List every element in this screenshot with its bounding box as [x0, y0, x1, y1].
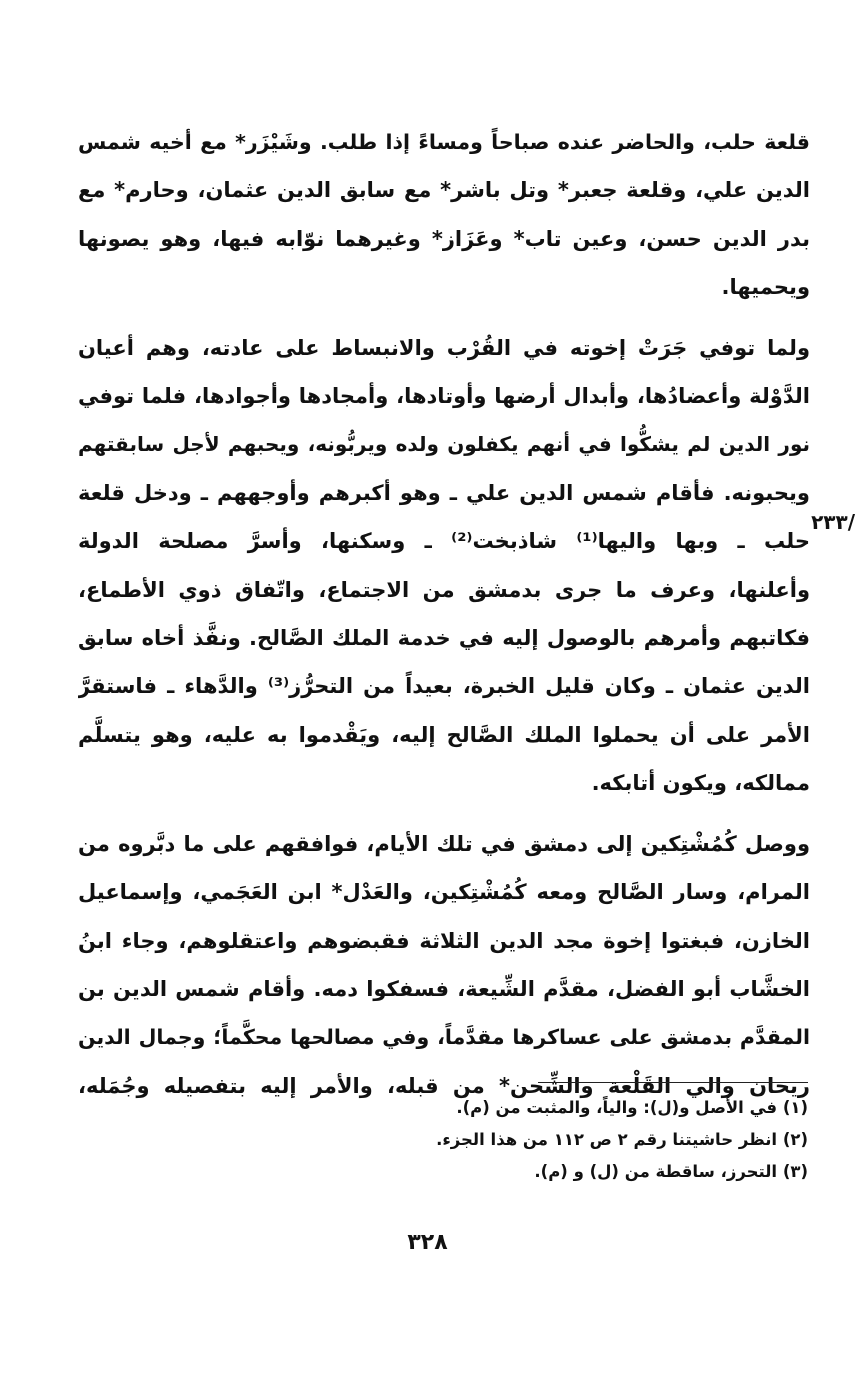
text-line: ريحان والي القَلْعة والشِّحن* من قبله، والأمر إليه بتفصيله وجُمَله،: [78, 1073, 810, 1098]
text-line: الأمر على أن يحملوا الملك الصَّالح إليه، ويَقْدموا به عليه، وهو يتسلَّم: [78, 722, 810, 747]
text-line: الخازن، فبغتوا إخوة مجد الدين الثلاثة فقبضوهم واعتقلوهم، وجاء ابنُ: [78, 928, 810, 953]
paragraph-3: [78, 820, 810, 1110]
text-line: بدر الدين حسن، وعين تاب* وعَزَاز* وغيرهما نوّابه فيها، وهو يصونها: [78, 226, 810, 251]
text-line: المرام، وسار الصَّالح ومعه كُمُشْتِكين، والعَدْل* ابن العَجَمي، وإسماعيل: [78, 880, 810, 905]
footnote-1: (١) في الأصل و(ل): والياً، والمثبت من (م).: [456, 1098, 808, 1117]
text-line: وأعلنها، وعرف ما جرى بدمشق من الاجتماع، واتّفاق ذوي الأطماع،: [78, 577, 810, 602]
text-line: ووصل كُمُشْتِكين إلى دمشق في تلك الأيام، فوافقهم على ما دبَّروه من: [78, 831, 810, 856]
text-line: المقدَّم بدمشق على عساكرها مقدَّماً، وفي مصالحها محكَّماً؛ وجمال الدين: [78, 1025, 810, 1050]
text-line: ويحبونه. فأقام شمس الدين علي ـ وهو أكبرهم وأوجههم ـ ودخل قلعة: [78, 480, 810, 505]
margin-page-reference: /٢٣٣: [811, 510, 855, 534]
footnotes: [300, 1092, 808, 1188]
footnote-divider: [538, 1082, 808, 1083]
text-line: ولما توفي جَرَتْ إخوته في القُرْب والانبساط على عادته، وهم أعيان: [78, 335, 810, 360]
footnote-2: (٢) انظر حاشيتنا رقم ٢ ص ١١٢ من هذا الجزء.: [436, 1130, 808, 1149]
text-line: قلعة حلب، والحاضر عنده صباحاً ومساءً إذا طلب. وشَيْزَر* مع أخيه شمس: [78, 130, 810, 154]
text-line: ممالكه، ويكون أتابكه.: [591, 771, 810, 796]
text-line: حلب ـ وبها واليها⁽¹⁾ شاذبخت⁽²⁾ ـ وسكنها، وأسرَّ مصلحة الدولة: [78, 529, 810, 554]
text-line: الدَّوْلة وأعضادُها، وأبدال أرضها وأوتادها، وأمجادها وأجوادها، فلما توفي: [78, 384, 810, 409]
text-line: فكاتبهم وأمرهم بالوصول إليه في خدمة الملك الصَّالح. ونفَّذ أخاه سابق: [78, 626, 810, 651]
text-line: الدين علي، وقلعة جعبر* وتل باشر* مع سابق الدين عثمان، وحارم* مع: [78, 178, 810, 203]
paragraph-1: [78, 118, 810, 312]
text-line: الخشَّاب أبو الفضل، مقدَّم الشِّيعة، فسفكوا دمه. وأقام شمس الدين بن: [78, 976, 810, 1001]
text-line: نور الدين لم يشكُّوا في أنهم يكفلون ولده ويربُّونه، ويحبهم لأجل سابقتهم: [78, 432, 810, 457]
main-text: [78, 118, 810, 1122]
text-line: ويحميها.: [721, 275, 810, 300]
text-line: الدين عثمان ـ وكان قليل الخبرة، بعيداً من التحرُّز⁽³⁾ والدَّهاء ـ فاستقرَّ: [78, 674, 810, 699]
footnote-3: (٣) التحرز، ساقطة من (ل) و (م).: [534, 1162, 808, 1181]
page-number: ٣٢٨: [407, 1230, 448, 1255]
paragraph-2: [78, 324, 810, 808]
